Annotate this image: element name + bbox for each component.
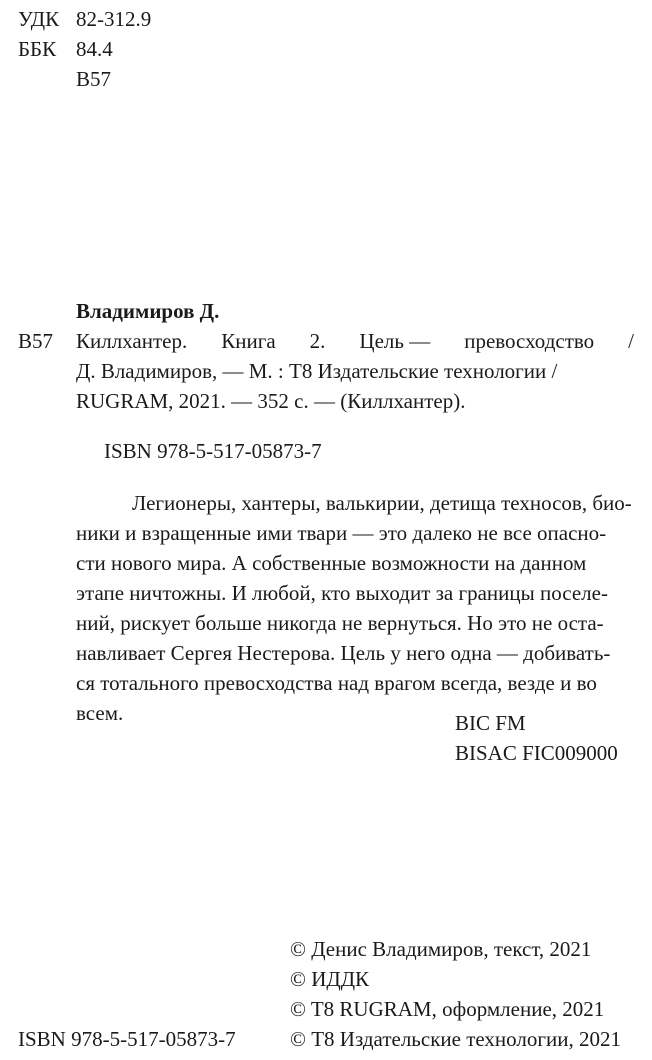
udk-value: 82-312.9	[76, 7, 152, 31]
author-mark: В57	[76, 67, 112, 91]
description-word: превосходство	[464, 329, 595, 353]
description-word: Цель —	[359, 329, 431, 353]
copyright-line: © Т8 Издательские технологии, 2021	[290, 1027, 621, 1051]
annotation-line: Легионеры, хантеры, валькирии, детища техносов, био-	[132, 491, 632, 515]
annotation-line: навливает Сергея Нестерова. Цель у него одна — добивать-	[76, 641, 611, 665]
description-word: /	[628, 329, 634, 353]
description-line-3: RUGRAM, 2021. — 352 с. — (Киллхантер).	[76, 389, 466, 413]
annotation	[76, 488, 634, 728]
annotation-line: сти нового мира. А собственные возможности на данном	[76, 551, 587, 575]
annotation-line: ся тотального превосходства над врагом всегда, везде и во	[76, 671, 597, 695]
annotation-line: ний, рискует больше никогда не вернуться. Но это не оста-	[76, 611, 604, 635]
copyright-line: © ИДДК	[290, 967, 370, 991]
shelf-mark: В57	[18, 329, 54, 353]
bbk-value: 84.4	[76, 37, 113, 61]
description-word: 2.	[309, 329, 326, 353]
bbk-label: ББК	[18, 37, 57, 61]
bisac-code: BISAC FIC009000	[455, 741, 618, 765]
description-line-1	[76, 326, 634, 356]
annotation-line: этапе ничтожны. И любой, кто выходит за границы поселе-	[76, 581, 608, 605]
bic-code: BIC FM	[455, 711, 526, 735]
description-word: Киллхантер.	[76, 329, 188, 353]
description-word: Книга	[221, 329, 276, 353]
udk-label: УДК	[18, 7, 60, 31]
footer-isbn: ISBN 978-5-517-05873-7	[18, 1027, 236, 1051]
description-line-2: Д. Владимиров, — М. : Т8 Издательские технологии /	[76, 359, 558, 383]
copyright-line: © Денис Владимиров, текст, 2021	[290, 937, 592, 961]
copyright-line: © T8 RUGRAM, оформление, 2021	[290, 997, 605, 1021]
annotation-line: ники и взращенные ими твари — это далеко не все опасно-	[76, 521, 607, 545]
author-heading: Владимиров Д.	[76, 299, 220, 323]
entry-isbn: ISBN 978-5-517-05873-7	[104, 439, 322, 463]
annotation-line: всем.	[76, 701, 124, 725]
